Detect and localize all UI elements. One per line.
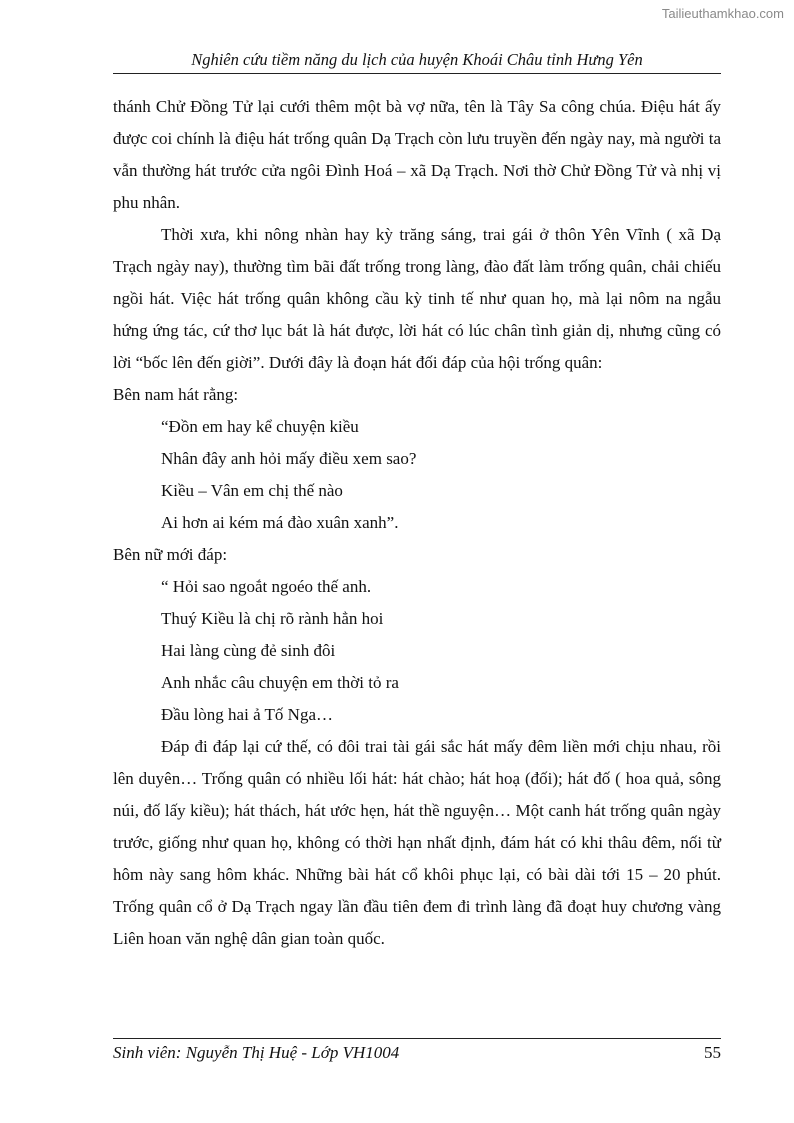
watermark-text: Tailieuthamkhao.com	[661, 6, 784, 21]
male-intro: Bên nam hát rằng:	[113, 385, 239, 404]
verse-line: Kiều – Vân em chị thế nào	[161, 481, 343, 500]
paragraph-2: Thời xưa, khi nông nhàn hay kỳ trăng sáng, trai gái ở thôn Yên Vĩnh ( xã Dạ Trạch ngày nay), thường tìm bãi đất trống trong làng, đào đất làm trống quân, chải chiếu ngồi hát. Việc hát trống quân không cầu kỳ tinh tế như quan họ, mà lại nôm na ngẫu hứng ứng tác, cứ thơ lục bát là hát được, lời hát có lúc chân tình giản dị, nhưng cũng có lời “bốc lên đến giời”. Dưới đây là đoạn hát đối đáp của hội trống quân:	[113, 225, 721, 372]
verse-line: “ Hỏi sao ngoắt ngoéo thế anh.	[161, 577, 372, 596]
paragraph-1: thánh Chử Đồng Tử lại cưới thêm một bà vợ nữa, tên là Tây Sa công chúa. Điệu hát ấy được coi chính là điệu hát trống quân Dạ Trạch còn lưu truyền đến ngày nay, mà người ta vẫn thường hát trước cửa ngôi Đình Hoá – xã Dạ Trạch. Nơi thờ Chử Đồng Tử và nhị vị phu nhân.	[113, 97, 721, 212]
page-content	[113, 91, 721, 955]
verse-line: Ai hơn ai kém má đào xuân xanh”.	[161, 513, 399, 532]
verse-line: Thuý Kiều là chị rõ rành hẳn hoi	[161, 609, 384, 628]
female-intro: Bên nữ mới đáp:	[113, 545, 228, 564]
verse-line: Đầu lòng hai ả Tố Nga…	[161, 705, 334, 724]
verse-line: Hai làng cùng đẻ sinh đôi	[161, 641, 336, 660]
paragraph-3: Đáp đi đáp lại cứ thế, có đôi trai tài gái sắc hát mấy đêm liền mới chịu nhau, rồi lên duyên… Trống quân có nhiều lối hát: hát chào; hát hoạ (đối); hát đố ( hoa quả, sông núi, đố lấy kiều); hát thách, hát ước hẹn, hát thề nguyện… Một canh hát trống quân ngày trước, giống như quan họ, không có thời hạn nhất định, đám hát có khi thâu đêm, nối từ hôm này sang hôm khác. Những bài hát cổ khôi phục lại, có bài dài tới 15 – 20 phút. Trống quân cổ ở Dạ Trạch ngay lần đầu tiên đem đi trình làng đã đoạt huy chương vàng Liên hoan văn nghệ dân gian toàn quốc.	[113, 737, 721, 948]
page-footer	[113, 1038, 721, 1063]
page-number: 55	[704, 1043, 721, 1062]
verse-line: Nhân đây anh hỏi mấy điều xem sao?	[161, 449, 417, 468]
student-info: Sinh viên: Nguyễn Thị Huệ - Lớp VH1004	[113, 1043, 400, 1062]
page-header: Nghiên cứu tiềm năng du lịch của huyện Khoái Châu tỉnh Hưng Yên	[113, 50, 721, 74]
verse-line: “Đồn em hay kể chuyện kiều	[161, 417, 359, 436]
verse-line: Anh nhắc câu chuyện em thời tỏ ra	[161, 673, 399, 692]
